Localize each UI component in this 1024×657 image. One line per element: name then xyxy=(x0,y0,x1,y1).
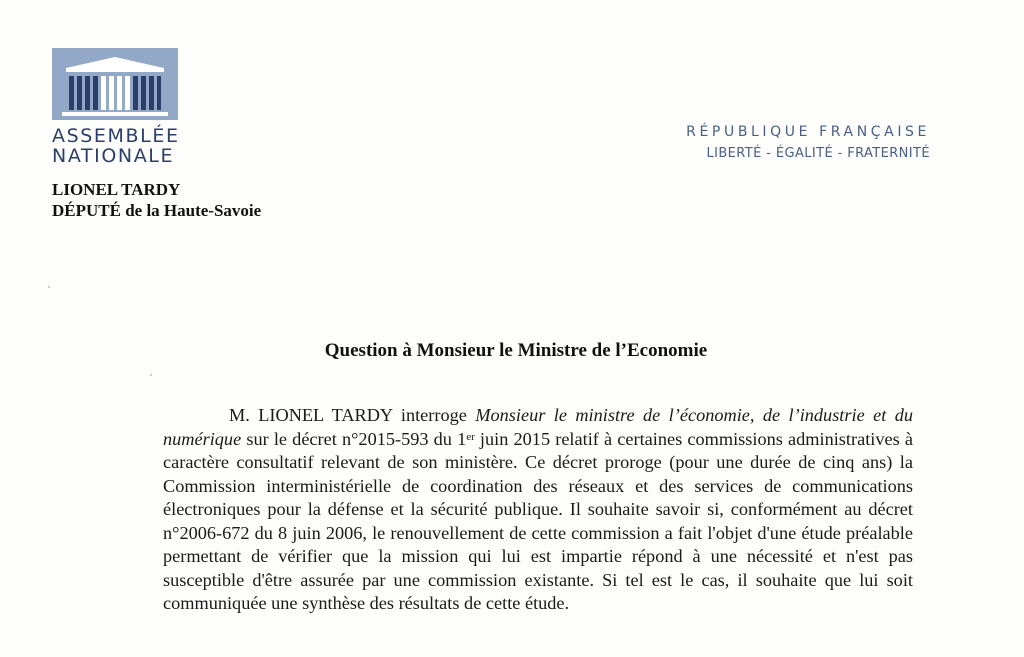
hemicycle-emblem-icon xyxy=(52,48,178,120)
question-part-1: sur le décret n°2015-593 du 1 xyxy=(241,428,467,449)
scan-speck xyxy=(48,286,50,288)
question-superscript: er xyxy=(466,430,475,443)
question-addressee: Monsieur le ministre de l’économie, de l’industrie et du numérique xyxy=(163,405,913,449)
question-title: Question à Monsieur le Ministre de l’Economie xyxy=(324,340,708,361)
question-part-2: juin 2015 relatif à certaines commissions administratives à caractère consultatif relevant de son ministère. Ce décret proroge (pour une durée de cinq ans) la Commission interministérielle de coordination des réseaux et des services de communications électroniques pour la défense et la sécurité publique. Il souhaite savoir si, conformément au décret n°2006-672 du 8 juin 2006, le renouvellement de cette commission a fait l'objet d'une étude préalable permettant de vérifier que la mission qui lui est impartie répond à une nécessité et n'est pas susceptible d'être assurée par une commission existante. Si tel est le cas, il souhaite que lui soit communiquée une synthèse des résultats de cette étude. xyxy=(163,428,913,613)
republic-motto: LIBERTÉ - ÉGALITÉ - FRATERNITÉ xyxy=(706,146,930,161)
assemblee-nationale-logo xyxy=(52,48,180,166)
scan-speck xyxy=(150,374,152,376)
author-block xyxy=(52,179,261,221)
question-lead: M. LIONEL TARDY interroge xyxy=(229,405,476,425)
author-title: DÉPUTÉ de la Haute-Savoie xyxy=(52,201,262,220)
logo-line-1: ASSEMBLÉE xyxy=(52,125,180,147)
author-name: LIONEL TARDY xyxy=(52,180,181,199)
republic-header xyxy=(686,122,930,164)
logo-line-2: NATIONALE xyxy=(52,145,175,167)
republic-title: RÉPUBLIQUE FRANÇAISE xyxy=(686,124,930,140)
question-body xyxy=(163,404,913,616)
